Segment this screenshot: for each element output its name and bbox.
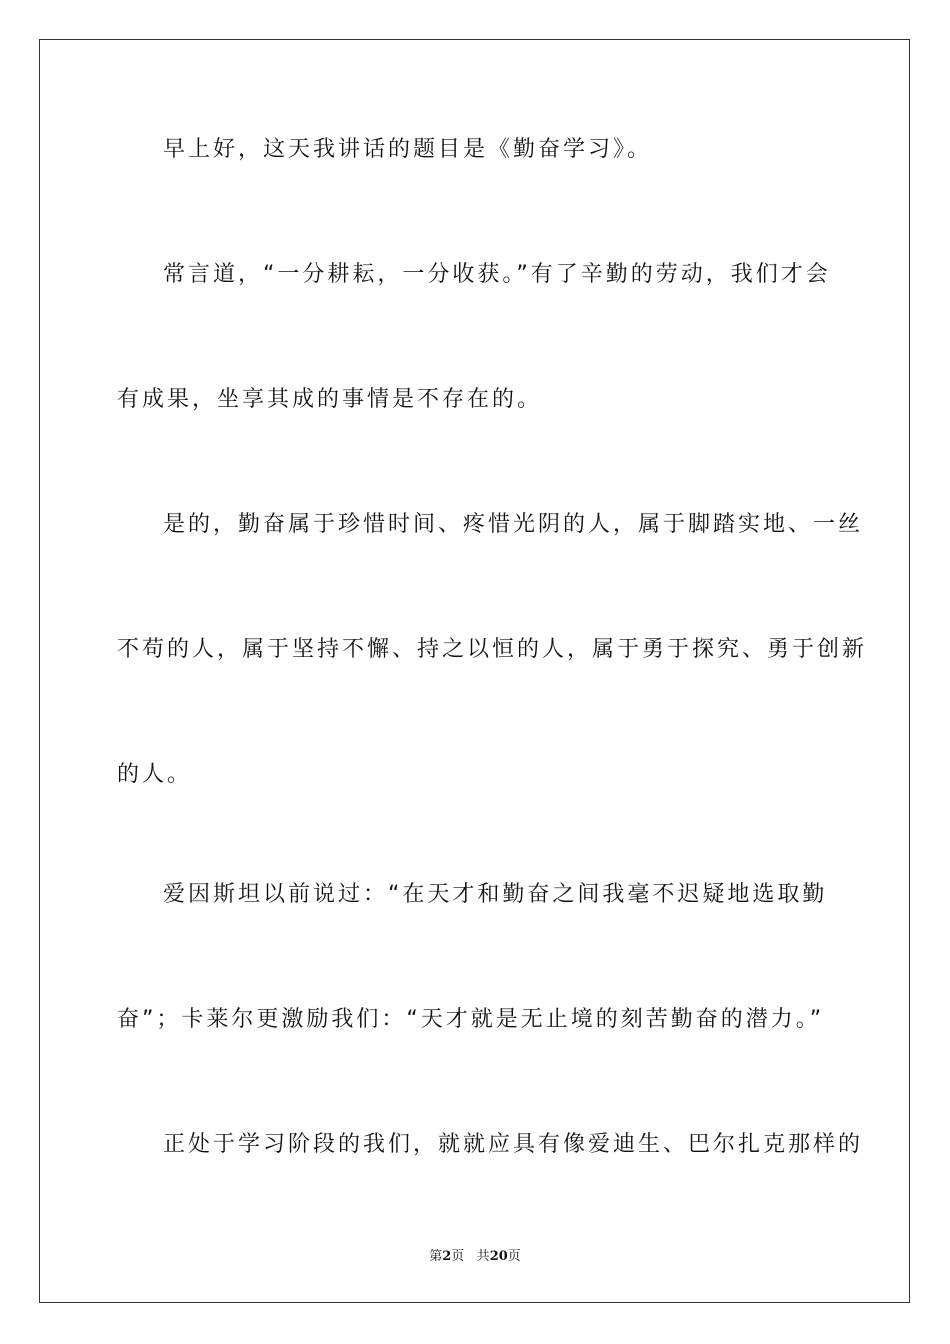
paragraph-line-8: 奋”；卡莱尔更激励我们：“天才就是无止境的刻苦勤奋的潜力。”: [117, 1007, 825, 1032]
paragraph-line-7: 爱因斯坦以前说过：“在天才和勤奋之间我毫不迟疑地选取勤: [163, 882, 828, 907]
total-suffix: 页: [507, 1249, 521, 1264]
paragraph-line-5: 不苟的人，属于坚持不懈、持之以恒的人，属于勇于探究、勇于创新: [117, 637, 868, 662]
total-pages: 20: [489, 1249, 508, 1264]
page-number: 2: [442, 1249, 452, 1264]
page-footer: [0, 1248, 950, 1266]
paragraph-line-1: 早上好，这天我讲话的题目是《勤奋学习》。: [163, 137, 653, 162]
paragraph-line-3: 有成果，坐享其成的事情是不存在的。: [117, 387, 543, 412]
paragraph-line-9: 正处于学习阶段的我们，就就应具有像爱迪生、巴尔扎克那样的: [163, 1132, 864, 1157]
paragraph-line-6: 的人。: [117, 762, 193, 787]
paragraph-line-2: 常言道，“一分耕耘，一分收获。”有了辛勤的劳动，我们才会: [163, 262, 831, 287]
paragraph-line-4: 是的，勤奋属于珍惜时间、疼惜光阴的人，属于脚踏实地、一丝: [163, 512, 864, 537]
page-frame: [39, 39, 910, 1303]
page-suffix: 页: [451, 1249, 465, 1264]
page-prefix: 第: [429, 1249, 443, 1264]
total-prefix: 共: [476, 1249, 490, 1264]
